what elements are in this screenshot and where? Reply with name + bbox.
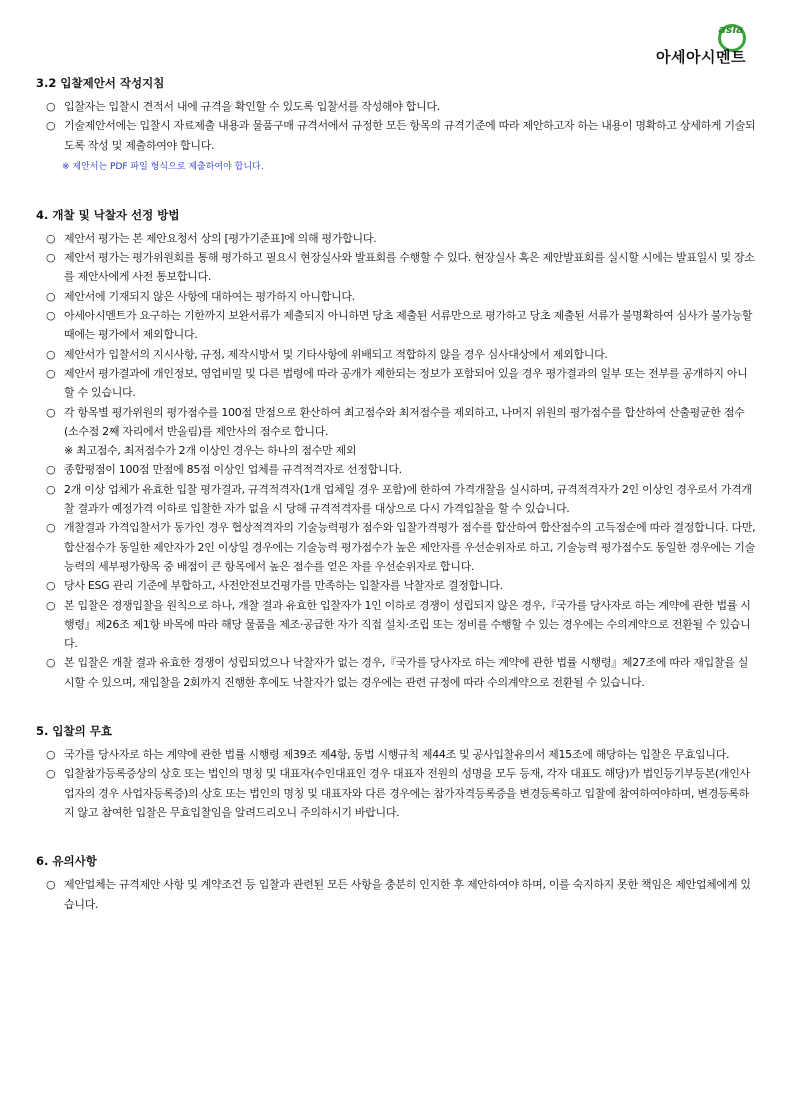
logo-korean: 아세아시멘트 <box>656 48 746 66</box>
list-item: ○ 각 항목별 평가위원의 평가점수를 100점 만점으로 환산하여 최고점수와 최저점수를 제외하고, 나머지 위원의 평가점수를 합산하여 산출평균한 점수(소수점 2째 자리에서 반올림)를 제안사의 점수로 합니다. <box>46 405 745 438</box>
logo-english: asia <box>718 23 744 36</box>
section-3-2 <box>36 74 756 176</box>
list-item: ○ 아세아시멘트가 요구하는 기한까지 보완서류가 제출되지 아니하면 당초 제출된 서류만으로 평가하고 당초 제출된 서류가 불명확하여 심사가 불가능할 때에는 평가에서 제외합니다. <box>46 309 753 342</box>
list-item: ○ 제안서 평가결과에 개인정보, 영업비밀 및 다른 법령에 따라 공개가 제한되는 정보가 포함되어 있을 경우 평가결과의 일부 또는 전부를 공개하지 아니할 수 있습니다. <box>46 366 748 400</box>
list-item: ○ 종합평점이 100점 만점에 85점 이상인 업체를 규격적격자로 선정합니다. <box>46 463 402 477</box>
list-item: ○ 당사 ESG 관리 기준에 부합하고, 사전안전보건평가를 만족하는 입찰자를 낙찰자로 결정합니다. <box>46 579 503 593</box>
list-item: ○ 제안서 평가는 평가위원회를 통해 평가하고 필요시 현장실사와 발표회를 수행할 수 있다. 현장실사 혹은 제안발표회를 실시할 시에는 발표일시 및 장소를 제안사에게 사전 통보합니다. <box>46 251 755 284</box>
section-title: 5. 입찰의 무효 <box>36 724 112 739</box>
list-item: ○ 국가를 당사자로 하는 계약에 관한 법률 시행령 제39조 제4항, 동법 시행규칙 제44조 및 공사입찰유의서 제15조에 해당하는 입찰은 무효입니다. <box>46 748 730 762</box>
list-item: ○ 제안업체는 규격제안 사항 및 계약조건 등 입찰과 관련된 모든 사항을 충분히 인지한 후 제안하여야 하며, 이를 숙지하지 못한 책임은 제안업체에게 있습니다. <box>46 878 751 911</box>
list-item: ○ 개찰결과 가격입찰서가 동가인 경우 협상적격자의 기술능력평가 점수와 입찰가격평가 점수를 합산하여 합산점수의 고득점순에 따라 결정합니다. 다만, 합산점수가 동일한 제안자가 2인 이상일 경우에는 기술능력 평가점수가 높은 제안자를 우선순위자로 하고, 기술능력 평가점수도 동일한 경우에는 기술능력의 세부평가항목 중 배점이 큰 항목에서 높은 점수를 얻은 자를 우선순위자로 합니다. <box>46 521 756 573</box>
company-logo <box>626 20 746 70</box>
list-item: ○ 입찰참가등록증상의 상호 또는 법인의 명칭 및 대표자(수인대표인 경우 대표자 전원의 성명을 모두 등재, 각자 대표도 해당)가 법인등기부등본(개인사업자의 경우 사업자등록증)의 상호 또는 법인의 명칭 및 대표자와 다른 경우에는 참가자격등록증을 변경등록하고 입찰에 참여하여야하며, 변경등록하지 않고 참여한 입찰은 무효입찰임을 알려드리오니 주의하시기 바랍니다. <box>46 767 750 819</box>
list-item: ○ 제안서에 기재되지 않은 사항에 대하여는 평가하지 아니합니다. <box>46 289 355 303</box>
section-title: 4. 개찰 및 낙찰자 선정 방법 <box>36 207 180 222</box>
list-item: ○ 입찰자는 입찰시 견적서 내에 규격을 확인할 수 있도록 입찰서를 작성해야 합니다. <box>46 100 440 113</box>
section-5 <box>36 722 756 822</box>
section-title: 6. 유의사항 <box>36 854 97 869</box>
pdf-format-note: ※ 제안서는 PDF 파일 형식으로 제출하여야 합니다. <box>62 161 264 172</box>
list-item: ○ 2개 이상 업체가 유효한 입찰 평가결과, 규격적격자(1개 업체일 경우 포함)에 한하여 가격개찰을 실시하며, 규격적격자가 2인 이상인 경우로서 가격개찰 결과가 예정가격 이하로 입찰한 자가 없을 시 당해 규격적격자를 대상으로 다시 가격입찰을 할 수 있습니다. <box>46 482 752 516</box>
list-item: ○ 기술제안서에는 입찰시 자료제출 내용과 물품구매 규격서에서 규정한 모든 항목의 규격기준에 따라 제안하고자 하는 내용이 명확하고 상세하게 기술되도록 작성 및 제출하여야 합니다. <box>46 119 756 152</box>
list-item: ○ 제안서 평가는 본 제안요청서 상의 [평가기준표]에 의해 평가합니다. <box>46 231 377 245</box>
section-6 <box>36 852 756 914</box>
list-item: ○ 본 입찰은 개찰 결과 유효한 경쟁이 성립되었으나 낙찰자가 없는 경우,『국가를 당사자로 하는 계약에 관한 법률 시행령』제27조에 따라 재입찰을 실시할 수 있으며, 재입찰을 2회까지 진행한 후에도 낙찰자가 없는 경우에는 관련 규정에 따라 수의계약으로 전환될 수 있습니다. <box>46 656 749 689</box>
score-exclusion-note: ※ 최고점수, 최저점수가 2개 이상인 경우는 하나의 점수만 제외 <box>64 444 357 458</box>
list-item: ○ 본 입찰은 경쟁입찰을 원칙으로 하나, 개찰 결과 유효한 입찰자가 1인 이하로 경쟁이 성립되지 않은 경우,『국가를 당사자로 하는 계약에 관한 법률 시행령』제26조 제1항 바목에 따라 해당 물품을 제조·공급한 자가 직접 설치·조립 또는 정비를 수행할 수 있는 경우에는 수의계약으로 전환될 수 있습니다. <box>46 598 751 651</box>
list-item: ○ 제안서가 입찰서의 지시사항, 규정, 제작시방서 및 기타사항에 위배되고 적합하지 않을 경우 심사대상에서 제외합니다. <box>46 347 608 361</box>
section-4 <box>36 206 756 692</box>
document-body <box>36 70 756 926</box>
section-title: 3.2 입찰제안서 작성지침 <box>36 76 165 90</box>
